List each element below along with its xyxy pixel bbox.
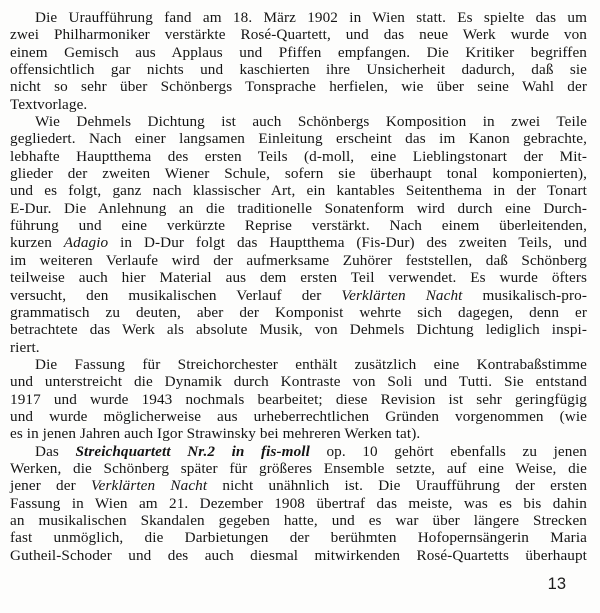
text-segment: Adagio — [63, 234, 109, 252]
text-segment: nicht unähnlich ist. Die Uraufführung der ersten — [207, 477, 588, 495]
text-line — [10, 200, 587, 217]
text-line — [10, 443, 587, 460]
text-segment: glieder der zweiten Wiener Schule, sofern sie überhaupt tonal komponierten), — [10, 165, 587, 183]
paragraph — [10, 356, 587, 443]
text-line — [10, 425, 587, 442]
text-segment: und wurde möglicherweise aus urheberrechtlichen Gründen vorgenommen (wie — [10, 407, 587, 425]
text-segment: einem Gemisch aus Applaus und Pfiffen empfangen. Die Kritiker begriffen — [10, 43, 587, 61]
text-line — [10, 130, 587, 147]
text-segment: im weiteren Verlaufe wird der aufmerksame Zuhörer feststellen, daß Schönberg — [10, 251, 587, 269]
text-segment: grammatisch zu deuten, aber der Komponist wehrte sich dagegen, denn er — [10, 303, 587, 321]
text-line — [10, 269, 587, 286]
text-segment: in D-Dur folgt das Hauptthema (Fis-Dur) des zweiten Teils, und — [108, 234, 587, 252]
text-segment: Fassung in Wien am 21. Dezember 1908 übertraf das meiste, was es bis dahin — [10, 494, 587, 512]
paragraph — [10, 113, 587, 356]
text-segment: kurzen — [10, 234, 64, 252]
text-segment: Das — [35, 442, 76, 460]
text-line — [10, 547, 587, 564]
text-line — [10, 9, 587, 26]
text-segment: musikalisch-pro- — [462, 286, 587, 304]
text-segment: zwei Philharmoniker verstärkte Rosé-Quartett, und das neue Werk wurde von — [10, 26, 587, 44]
text-segment: und es folgt, ganz nach klassischer Art, ein kantables Seitenthema in der Tonart — [10, 182, 587, 200]
text-segment: fast unmöglich, die Darbietungen der berühmten Hofopernsängerin Maria — [10, 529, 587, 547]
text-segment: riert. — [10, 338, 40, 356]
text-segment: gegliedert. Nach einer langsamen Einleitung erscheint das im Kanon gebrachte, — [10, 130, 587, 148]
text-segment: Verklärten Nacht — [90, 477, 208, 495]
page-number: 13 — [547, 575, 566, 593]
text-segment: offensichtlich gar nichts und kaschierten ihre Unsicherheit dadurch, daß sie — [10, 61, 587, 79]
text-segment: jener der — [10, 477, 91, 495]
text-line — [10, 356, 587, 373]
text-line — [10, 26, 587, 43]
text-segment: op. 10 gehört ebenfalls zu jenen — [309, 442, 587, 460]
text-segment: teilweise auch hier Material aus dem ersten Teil verwendet. Es wurde öfters — [10, 269, 587, 287]
text-line — [10, 44, 587, 61]
text-segment: 1917 und wurde 1943 nochmals bearbeitet; diese Revision ist sehr geringfügig — [10, 390, 587, 408]
text-segment: Textvorlage. — [10, 95, 88, 113]
text-line — [10, 495, 587, 512]
text-line — [10, 477, 587, 494]
paragraph — [10, 9, 587, 113]
text-line — [10, 391, 587, 408]
text-segment: Die Fassung für Streichorchester enthält zusätzlich eine Kontrabaßstimme — [35, 355, 587, 373]
text-line — [10, 234, 587, 251]
text-line — [10, 373, 587, 390]
text-line — [10, 304, 587, 321]
text-line — [10, 408, 587, 425]
text-segment: Gutheil-Schoder und des auch diesmal mitwirkenden Rosé-Quartetts überhaupt — [10, 546, 587, 564]
text-line — [10, 217, 587, 234]
text-line — [10, 512, 587, 529]
text-segment: Verklärten Nacht — [341, 286, 463, 304]
text-segment: E-Dur. Die Anlehnung an die traditionelle Sonatenform wird durch eine Durch- — [10, 199, 587, 217]
text-line — [10, 460, 587, 477]
text-segment: lebhafte Hauptthema des ersten Teils (d-moll, eine Lieblingstonart der Mit- — [10, 147, 587, 165]
text-block — [10, 9, 587, 564]
text-line — [10, 321, 587, 338]
text-line — [10, 182, 587, 199]
text-line — [10, 148, 587, 165]
paragraph — [10, 443, 587, 564]
text-segment: Die Uraufführung fand am 18. März 1902 in Wien statt. Es spielte das um — [35, 9, 587, 26]
text-line — [10, 339, 587, 356]
text-line — [10, 287, 587, 304]
text-segment: Wie Dehmels Dichtung ist auch Schönbergs Komposition in zwei Teile — [35, 113, 587, 131]
text-line — [10, 529, 587, 546]
text-segment: Werken, die Schönberg später für größeres Ensemble setzte, auf eine Weise, die — [10, 459, 587, 477]
text-line — [10, 113, 587, 130]
text-segment: führung und eine verkürzte Reprise verstärkt. Nach einem überleitenden, — [10, 217, 587, 235]
text-segment: versucht, den musikalischen Verlauf der — [10, 286, 342, 304]
text-segment: Streichquartett Nr.2 in fis-moll — [75, 442, 310, 460]
text-segment: und unterstreicht die Dynamik durch Kontraste von Soli und Tutti. Sie entstand — [10, 373, 587, 391]
text-line — [10, 252, 587, 269]
text-line — [10, 61, 587, 78]
text-line — [10, 165, 587, 182]
text-segment: an musikalischen Skandalen gegeben hatte, und es war über längere Strecken — [10, 511, 587, 529]
text-segment: es in jenen Jahren auch Igor Strawinsky bei mehreren Werken tat). — [10, 425, 421, 443]
text-line — [10, 96, 587, 113]
text-segment: betrachtete das Werk als absolute Musik, von Dehmels Dichtung lediglich inspi- — [10, 321, 587, 339]
text-line — [10, 78, 587, 95]
text-segment: nicht so sehr über Schönbergs Tonsprache herfielen, wie über seine Wahl der — [10, 78, 587, 96]
